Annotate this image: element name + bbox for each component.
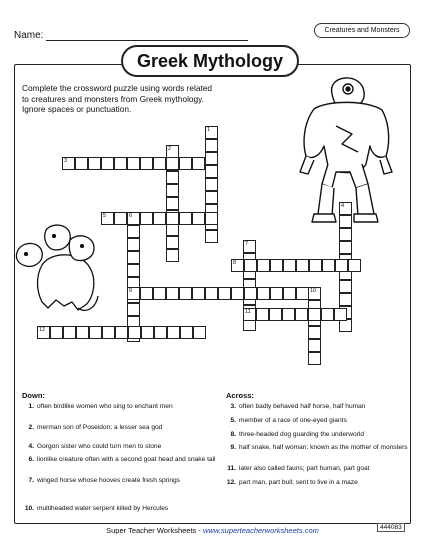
- crossword-cell[interactable]: [334, 308, 347, 321]
- crossword-cell[interactable]: [101, 157, 114, 170]
- across-clue: 12. part man, part bull; sent to live in a maze: [226, 479, 358, 486]
- crossword-cell[interactable]: [339, 241, 352, 254]
- across-clue: 9. half snake, half woman; known as the mother of monsters: [230, 444, 408, 451]
- crossword-cell[interactable]: [270, 259, 283, 272]
- crossword-cell[interactable]: [257, 259, 270, 272]
- crossword-cell[interactable]: [89, 326, 102, 339]
- crossword-cell[interactable]: [128, 326, 141, 339]
- crossword-cell[interactable]: [244, 287, 257, 300]
- crossword-cell[interactable]: [166, 236, 179, 249]
- crossword-cell[interactable]: [114, 212, 127, 225]
- down-clue: 6. lionlike creature often with a second goat head and snake tail: [28, 456, 216, 463]
- crossword-cell[interactable]: [179, 212, 192, 225]
- crossword-cell[interactable]: [179, 157, 192, 170]
- crossword-cell[interactable]: [102, 326, 115, 339]
- crossword-cell[interactable]: [88, 157, 101, 170]
- across-clue: 3. often badly behaved half horse, half human: [230, 403, 366, 410]
- crossword-cell[interactable]: [339, 228, 352, 241]
- crossword-cell[interactable]: [296, 259, 309, 272]
- clue-number-3: 3: [64, 158, 68, 164]
- clue-number-7: 7: [245, 241, 249, 247]
- worksheet-code: 444083: [377, 523, 405, 532]
- crossword-cell[interactable]: [308, 339, 321, 352]
- crossword-cell[interactable]: [308, 326, 321, 339]
- crossword-cell[interactable]: [205, 191, 218, 204]
- crossword-cell[interactable]: [63, 326, 76, 339]
- crossword-cell[interactable]: [166, 249, 179, 262]
- crossword-cell[interactable]: [166, 287, 179, 300]
- footer-link[interactable]: www.superteacherworksheets.com: [202, 526, 319, 535]
- crossword-cell[interactable]: [283, 259, 296, 272]
- crossword-cell[interactable]: [166, 171, 179, 184]
- clue-number-4: 4: [341, 203, 345, 209]
- crossword-cell[interactable]: [153, 157, 166, 170]
- crossword-cell[interactable]: [308, 352, 321, 365]
- crossword-cell[interactable]: [127, 157, 140, 170]
- crossword-cell[interactable]: [322, 259, 335, 272]
- across-clue: 11. later also called fauns; part human, part goat: [227, 465, 370, 472]
- crossword-cell[interactable]: [283, 287, 296, 300]
- crossword-cell[interactable]: [231, 287, 244, 300]
- crossword-cell[interactable]: [218, 287, 231, 300]
- crossword-cell[interactable]: [335, 259, 348, 272]
- crossword-cell[interactable]: [309, 259, 322, 272]
- footer: [0, 526, 425, 535]
- down-clue: 7. winged horse whose hooves create fresh springs: [28, 477, 180, 484]
- crossword-cell[interactable]: [282, 308, 295, 321]
- crossword-cell[interactable]: [166, 212, 179, 225]
- down-clue: 1. often birdlike women who sing to enchant men: [28, 403, 173, 410]
- crossword-cell[interactable]: [140, 212, 153, 225]
- crossword-cell[interactable]: [179, 287, 192, 300]
- topic-tag: Creatures and Monsters: [314, 23, 410, 38]
- crossword-cell[interactable]: [192, 287, 205, 300]
- crossword-cell[interactable]: [127, 225, 140, 238]
- page-title: Greek Mythology: [121, 45, 299, 77]
- clue-number-12: 12: [39, 327, 46, 333]
- clue-number-10: 10: [310, 288, 317, 294]
- crossword-cell[interactable]: [153, 212, 166, 225]
- down-heading: Down:: [22, 391, 45, 400]
- clue-number-5: 5: [103, 213, 107, 219]
- clue-number-8: 8: [233, 260, 237, 266]
- instructions: Complete the crossword puzzle using words related to creatures and monsters from Greek mythology. Ignore spaces or punctuation.: [22, 83, 212, 114]
- crossword-cell[interactable]: [127, 303, 140, 316]
- crossword-cell[interactable]: [153, 287, 166, 300]
- crossword-cell[interactable]: [140, 157, 153, 170]
- clue-number-11: 11: [245, 309, 251, 315]
- crossword-cell[interactable]: [140, 287, 153, 300]
- crossword-cell[interactable]: [321, 308, 334, 321]
- clue-number-2: 2: [168, 146, 172, 152]
- down-clue: 4. Gorgon sister who could turn men to stone: [28, 443, 162, 450]
- crossword-cell[interactable]: [180, 326, 193, 339]
- crossword-cell[interactable]: [339, 293, 352, 306]
- crossword-cell[interactable]: [339, 215, 352, 228]
- crossword-cell[interactable]: [205, 212, 218, 225]
- crossword-cell[interactable]: [339, 280, 352, 293]
- crossword-cell[interactable]: [205, 287, 218, 300]
- across-clue: 5. member of a race of one-eyed giants: [230, 417, 347, 424]
- crossword-cell[interactable]: [193, 326, 206, 339]
- crossword-cell[interactable]: [127, 238, 140, 251]
- crossword-cell[interactable]: [270, 287, 283, 300]
- crossword-cell[interactable]: [244, 259, 257, 272]
- crossword-cell[interactable]: [205, 152, 218, 165]
- clue-number-6: 6: [129, 213, 133, 219]
- crossword-cell[interactable]: [115, 326, 128, 339]
- crossword-cell[interactable]: [127, 251, 140, 264]
- crossword-cell[interactable]: [127, 264, 140, 277]
- crossword-cell[interactable]: [205, 178, 218, 191]
- across-clue: 8. three-headed dog guarding the underworld: [230, 431, 365, 438]
- across-heading: Across:: [226, 391, 254, 400]
- crossword-cell[interactable]: [114, 157, 127, 170]
- crossword-cell[interactable]: [50, 326, 63, 339]
- crossword-cell[interactable]: [192, 157, 205, 170]
- crossword-cell[interactable]: [192, 212, 205, 225]
- footer-brand: Super Teacher Worksheets: [106, 526, 197, 535]
- crossword-cell[interactable]: [141, 326, 154, 339]
- crossword-cell[interactable]: [75, 157, 88, 170]
- crossword-cell[interactable]: [167, 326, 180, 339]
- crossword-cell[interactable]: [154, 326, 167, 339]
- crossword-cell[interactable]: [166, 184, 179, 197]
- crossword-cell[interactable]: [257, 287, 270, 300]
- crossword-cell[interactable]: [308, 308, 321, 321]
- clue-number-1: 1: [207, 127, 211, 133]
- down-clue: 10. multiheaded water serpent killed by Hercules: [24, 505, 169, 512]
- crossword-cell[interactable]: [205, 165, 218, 178]
- crossword-cell[interactable]: [76, 326, 89, 339]
- clue-number-9: 9: [129, 288, 133, 294]
- crossword-cell[interactable]: [256, 308, 269, 321]
- down-clue: 2. merman son of Poseidon; a lesser sea god: [28, 424, 163, 431]
- crossword-cell[interactable]: [205, 230, 218, 243]
- name-label: Name:: [14, 30, 44, 41]
- crossword-cell[interactable]: [166, 197, 179, 210]
- crossword-cell[interactable]: [348, 259, 361, 272]
- crossword-cell[interactable]: [295, 308, 308, 321]
- footer-separator: -: [196, 526, 203, 535]
- crossword-cell[interactable]: [269, 308, 282, 321]
- crossword-cell[interactable]: [205, 139, 218, 152]
- crossword-cell[interactable]: [166, 157, 179, 170]
